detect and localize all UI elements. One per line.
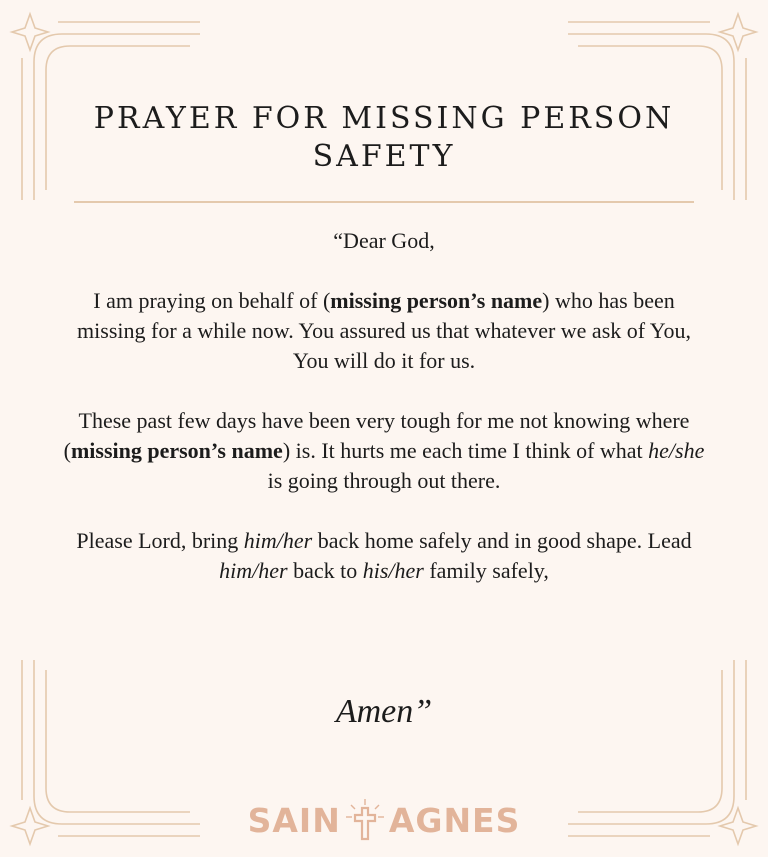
page-title: PRAYER FOR MISSING PERSON SAFETY [93, 101, 675, 174]
brand-right-text: AGNES [388, 800, 521, 840]
prayer-body [60, 226, 708, 616]
name-placeholder: missing person’s name [70, 438, 283, 463]
pronoun-placeholder: his/her [362, 558, 424, 583]
text-span: ) is. It hurts me each time I think of what [282, 438, 649, 463]
text-span: family safely, [423, 558, 549, 583]
prayer-opening: “Dear God, [333, 228, 435, 253]
brand-left-text: SAIN [247, 800, 341, 840]
prayer-closing: Amen” [335, 693, 433, 730]
text-span: ) who has been missing for a while now. You assured us that whatever we ask of You, You will do it for us. [77, 288, 691, 373]
prayer-paragraph-2 [60, 406, 708, 496]
title-divider [74, 201, 694, 203]
text-span: These past few days have been very tough for me not knowing where ( [63, 408, 690, 463]
prayer-paragraph-1 [60, 286, 708, 376]
name-placeholder: missing person’s name [330, 288, 543, 313]
text-span: back home safely and in good shape. Lead [312, 528, 692, 553]
text-span: back to [287, 558, 363, 583]
prayer-paragraph-3 [60, 526, 708, 586]
text-span: is going through out there. [267, 468, 501, 493]
pronoun-placeholder: he/she [648, 438, 705, 463]
pronoun-placeholder: him/her [219, 558, 288, 583]
text-span: I am praying on behalf of ( [93, 288, 331, 313]
cross-icon [343, 797, 387, 843]
brand-logo [0, 797, 768, 843]
text-span: Please Lord, bring [76, 528, 244, 553]
pronoun-placeholder: him/her [243, 528, 313, 553]
